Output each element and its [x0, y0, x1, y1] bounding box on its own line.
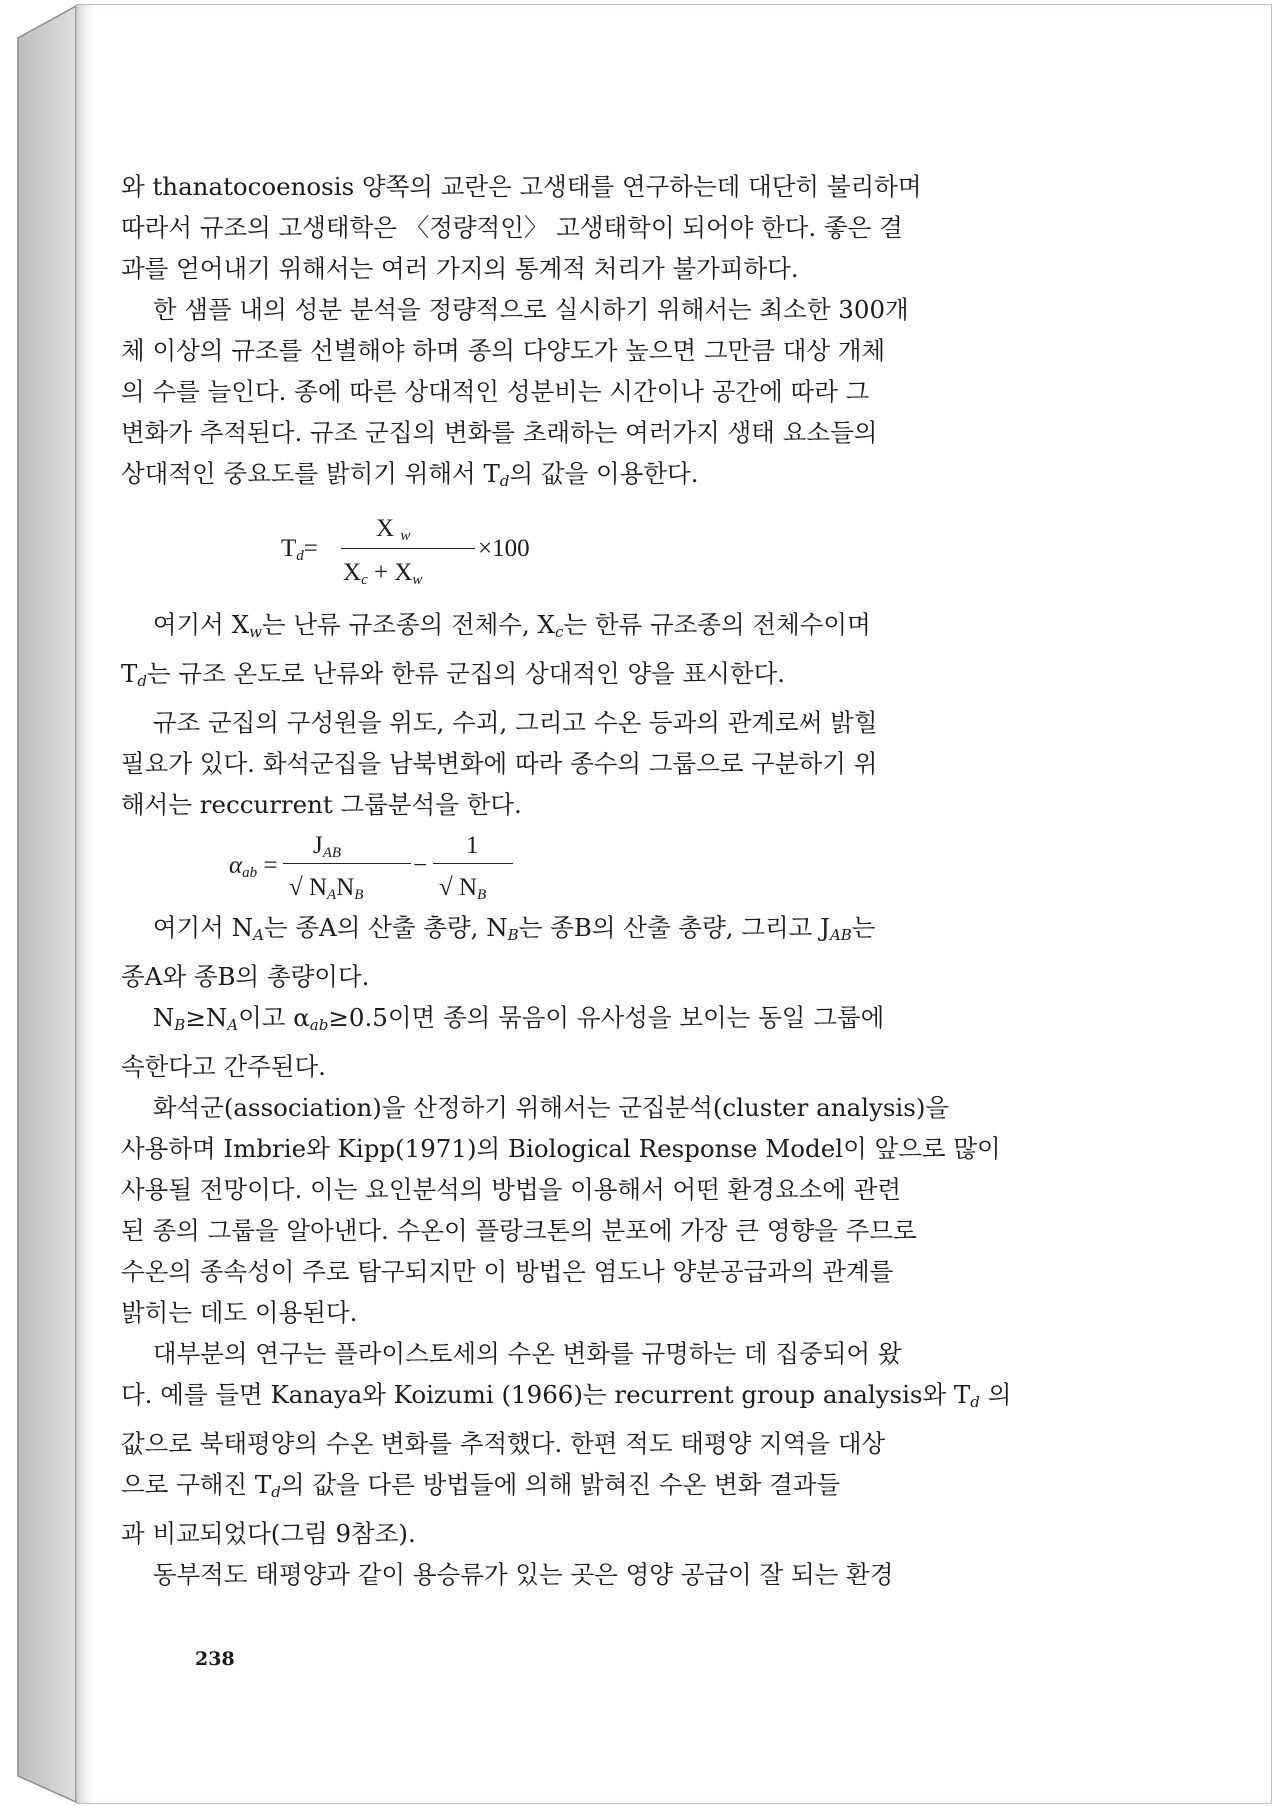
formula-td	[121, 506, 1071, 598]
text-line: 수온의 종속성이 주로 탐구되지만 이 방법은 염도나 양분공급과의 관계를	[121, 1257, 894, 1286]
subscript: d	[499, 472, 510, 490]
text-line: 값으로 북태평양의 수온 변화를 추적했다. 한편 적도 태평양 지역을 대상	[121, 1429, 886, 1458]
text-line: 과를 얻어내기 위해서는 여러 가지의 통계적 처리가 불가피하다.	[121, 254, 799, 283]
book-spine	[0, 0, 80, 1806]
formula-denominator: $X_c + X_w$	[343, 559, 423, 588]
formula-multiplier: ×100	[478, 535, 530, 562]
text-line: 필요가 있다. 화석군집을 남북변화에 따라 종수의 그룹으로 구분하기 위	[121, 749, 878, 778]
text-line: 여기서 $X_w$는 난류 규조종의 전체수, $X_c$는 한류 규조종의 전체수이며	[152, 610, 871, 641]
paragraph-5	[121, 907, 1071, 997]
text-line	[121, 453, 1071, 502]
text-line: 체 이상의 규조를 선별해야 하며 종의 다양도가 높으면 그만큼 대상 개체	[121, 336, 886, 365]
text-span: 상대적인 중요도를 밝히기 위해서 T	[121, 459, 500, 488]
formula-lhs: $T_d=$	[281, 535, 318, 564]
text-line: 규조 군집의 구성원을 위도, 수괴, 그리고 수온 등과의 관계로써 밝힐	[152, 708, 878, 737]
fraction-bar	[341, 548, 475, 549]
text-line: 한 샘플 내의 성분 분석을 정량적으로 실시하기 위해서는 최소한 300개	[152, 295, 909, 324]
text-line: $N_B\ge N_A$이고 $\alpha_{ab}\ge 0.5$이면 종의 묶음이 유사성을 보이는 동일 그룹에	[152, 1003, 885, 1034]
text-line: $T_d$는 규조 온도로 난류와 한류 군집의 상대적인 양을 표시한다.	[121, 659, 786, 690]
fraction-bar-1	[283, 863, 411, 864]
text-line: 밝히는 데도 이용된다.	[121, 1298, 358, 1327]
formula-denominator-1: √ $N_AN_B$	[289, 874, 364, 903]
paragraph-7	[121, 1087, 1071, 1333]
text-line: 의 수를 늘인다. 종에 따른 상대적인 성분비는 시간이나 공간에 따라 그	[121, 377, 870, 406]
fraction-bar-2	[433, 863, 513, 864]
text-line: 과 비교되었다(그림 9참조).	[121, 1519, 416, 1548]
formula-denominator-2: √ $N_B$	[439, 874, 487, 903]
page-number: 238	[195, 1648, 235, 1670]
text-line: 속한다고 간주된다.	[121, 1052, 326, 1081]
formula-numerator: X $_w$	[376, 515, 411, 544]
text-line: 대부분의 연구는 플라이스토세의 수온 변화를 규명하는 데 집중되어 왔	[152, 1339, 902, 1368]
text-line: 여기서 $N_A$는 종A의 산출 총량, $N_B$는 종B의 산출 총량, 그리고 $J_{AB}$는	[152, 913, 876, 944]
formula-lhs: $\alpha_{ab}$ =	[229, 852, 278, 881]
text-line: 따라서 규조의 고생태학은 〈정량적인〉 고생태학이 되어야 한다. 좋은 결	[121, 213, 903, 242]
text-line: 와 thanatocoenosis 양쪽의 교란은 고생태를 연구하는데 대단히 불리하며	[121, 172, 922, 201]
text-line: 다. 예를 들면 Kanaya와 Koizumi (1966)는 recurrent group analysis와 $T_d$ 의	[121, 1380, 1012, 1411]
text-line: 변화가 추적된다. 규조 군집의 변화를 초래하는 여러가지 생태 요소들의	[121, 418, 878, 447]
text-line: 해서는 reccurrent 그룹분석을 한다.	[121, 790, 522, 819]
formula-minus: −	[413, 852, 428, 879]
text-span: 의 값을 이용한다.	[509, 459, 699, 488]
paragraph-9	[121, 1554, 1071, 1595]
text-line: 사용하며 Imbrie와 Kipp(1971)의 Biological Response Model이 앞으로 많이	[121, 1134, 1001, 1163]
body-text	[121, 166, 1071, 1595]
text-line: 종A와 종B의 총량이다.	[121, 962, 370, 991]
paragraph-8	[121, 1333, 1071, 1554]
paragraph-2	[121, 289, 1071, 502]
paragraph-6	[121, 997, 1071, 1087]
paragraph-1	[121, 166, 1071, 289]
text-line: 사용될 전망이다. 이는 요인분석의 방법을 이용해서 어떤 환경요소에 관련	[121, 1175, 902, 1204]
formula-alpha	[121, 825, 1071, 905]
paragraph-3	[121, 604, 1071, 702]
text-line: 된 종의 그룹을 알아낸다. 수온이 플랑크톤의 분포에 가장 큰 영향을 주므로	[121, 1216, 917, 1245]
formula-numerator-1: $J_{AB}$	[313, 832, 342, 861]
formula-numerator-2: 1	[466, 832, 479, 859]
text-line: 으로 구해진 $T_d$의 값을 다른 방법들에 의해 밝혀진 수온 변화 결과들	[121, 1470, 841, 1501]
paragraph-4	[121, 702, 1071, 825]
text-line: 화석군(association)을 산정하기 위해서는 군집분석(cluster analysis)을	[152, 1093, 950, 1122]
text-line: 동부적도 태평양과 같이 용승류가 있는 곳은 영양 공급이 잘 되는 환경	[152, 1560, 894, 1589]
